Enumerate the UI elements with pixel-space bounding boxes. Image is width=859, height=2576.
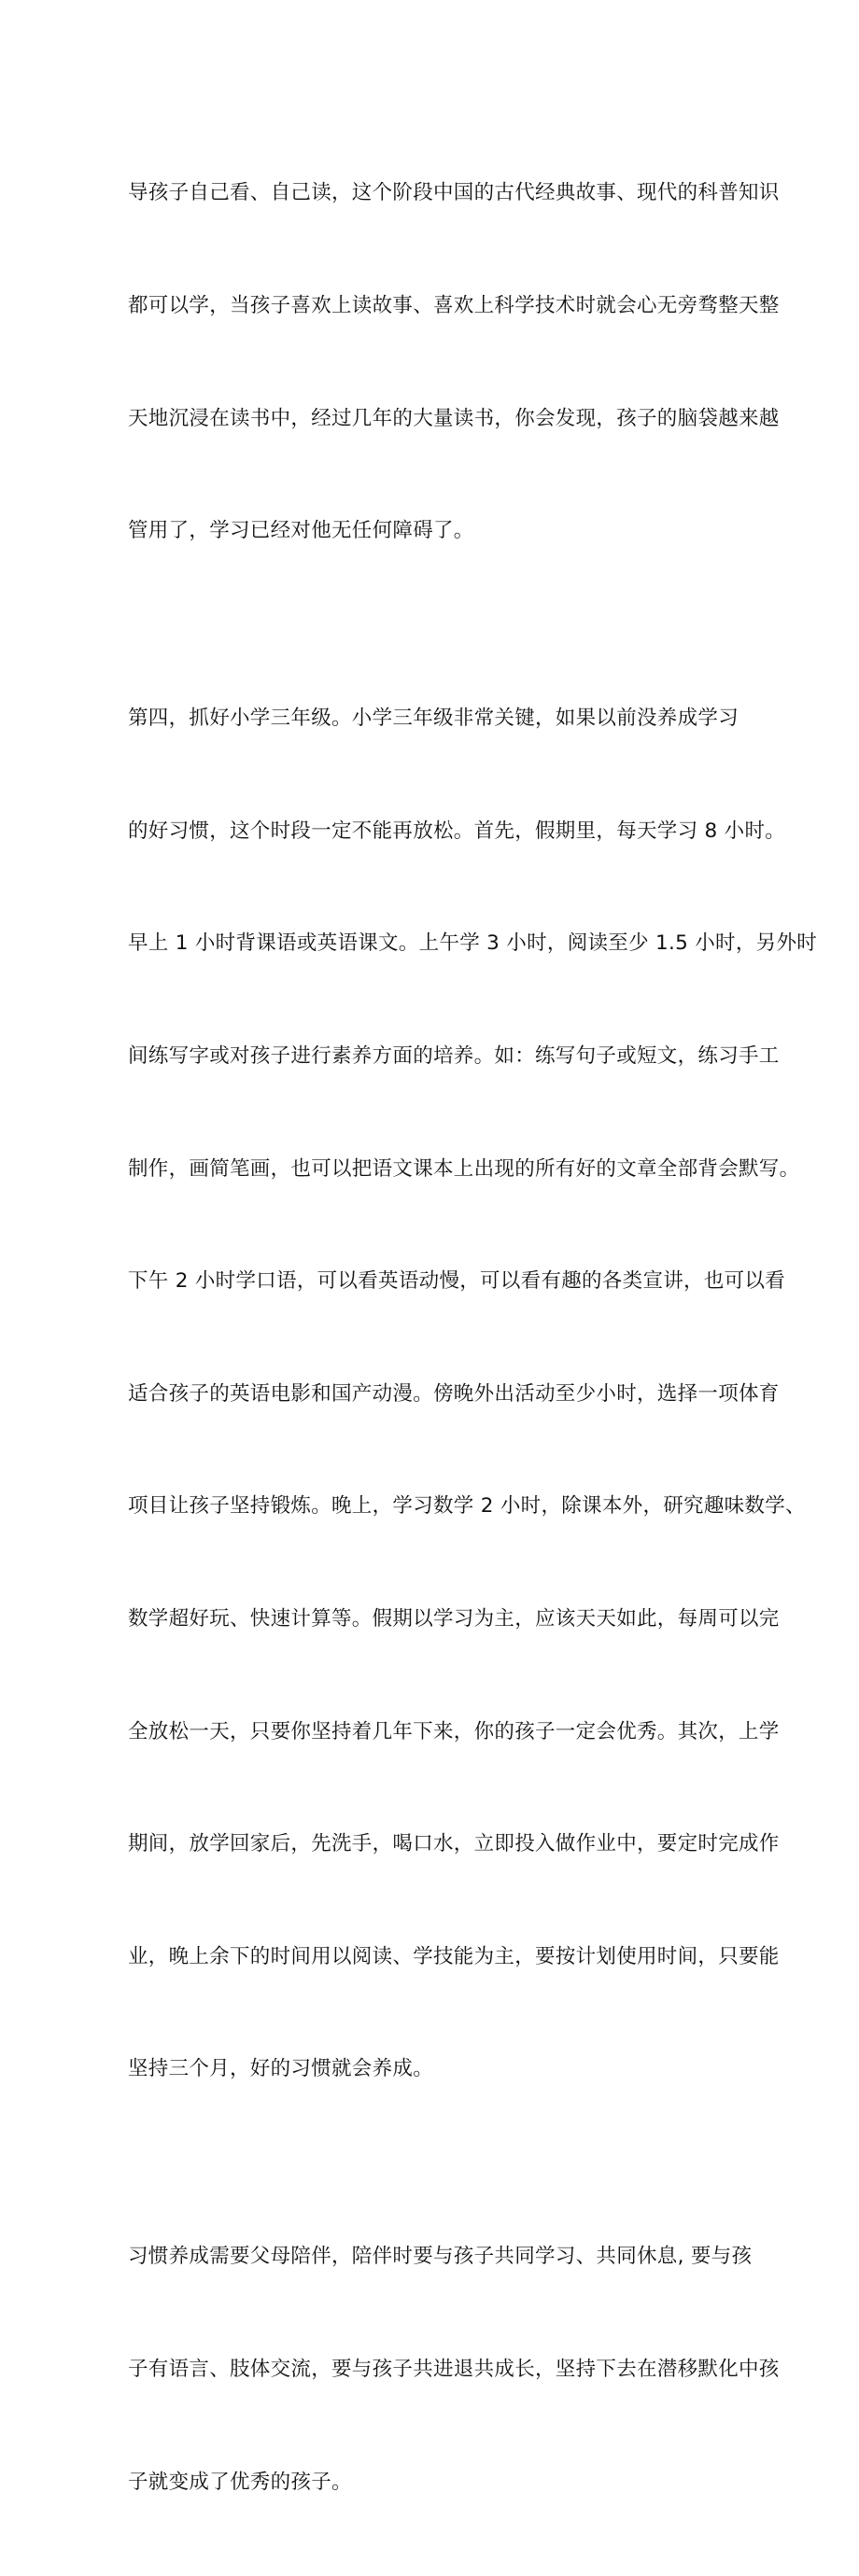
- paragraph-1: [128, 100, 780, 625]
- paragraph-2: [128, 625, 818, 2163]
- text-line: 第四，抓好小学三年级。小学三年级非常关键，如果以前没养成学习: [128, 707, 739, 731]
- text-line: 早上 1 小时背课语或英语课文。上午学 3 小时，阅读至少 1.5 小时，另外时: [128, 931, 818, 956]
- text-line: 导孩子自己看、自己读，这个阶段中国的古代经典故事、现代的科普知识: [128, 181, 780, 205]
- paragraph-3: [128, 2163, 780, 2576]
- text-line: 天地沉浸在读书中，经过几年的大量读书，你会发现，孩子的脑袋越来越: [128, 406, 780, 430]
- text-line: 业，晚上余下的时间用以阅读、学技能为主，要按计划使用时间，只要能: [128, 1944, 780, 1968]
- document-body: [128, 100, 818, 2576]
- text-line: 期间，放学回家后，先洗手，喝口水，立即投入做作业中，要定时完成作: [128, 1832, 780, 1856]
- text-line: 制作，画简笔画，也可以把语文课本上出现的所有好的文章全部背会默写。: [128, 1156, 800, 1181]
- text-line: 项目让孩子坚持锻炼。晚上，学习数学 2 小时，除课本外，研究趣味数学、: [128, 1494, 806, 1519]
- text-line: 下午 2 小时学口语，可以看英语动慢，可以看有趣的各类宣讲，也可以看: [128, 1269, 786, 1294]
- text-line: 数学超好玩、快速计算等。假期以学习为主，应该天天如此，每周可以完: [128, 1606, 780, 1631]
- text-line: 全放松一天，只要你坚持着几年下来，你的孩子一定会优秀。其次，上学: [128, 1719, 780, 1743]
- text-line: 管用了，学习已经对他无任何障碍了。: [128, 519, 474, 543]
- text-line: 的好习惯，这个时段一定不能再放松。首先，假期里，每天学习 8 小时。: [128, 819, 786, 843]
- text-line: 子就变成了优秀的孩子。: [128, 2470, 352, 2494]
- text-line: 坚持三个月，好的习惯就会养成。: [128, 2057, 434, 2081]
- text-line: 都可以学，当孩子喜欢上读故事、喜欢上科学技术时就会心无旁骛整天整: [128, 294, 780, 317]
- text-line: 子有语言、肢体交流，要与孩子共进退共成长，坚持下去在潜移默化中孩: [128, 2357, 780, 2381]
- text-line: 习惯养成需要父母陪伴，陪伴时要与孩子共同学习、共同休息, 要与孩: [128, 2245, 753, 2269]
- text-line: 适合孩子的英语电影和国产动漫。傍晚外出活动至少小时，选择一项体育: [128, 1381, 780, 1406]
- text-line: 间练写字或对孩子进行素养方面的培养。如：练写句子或短文，练习手工: [128, 1043, 780, 1068]
